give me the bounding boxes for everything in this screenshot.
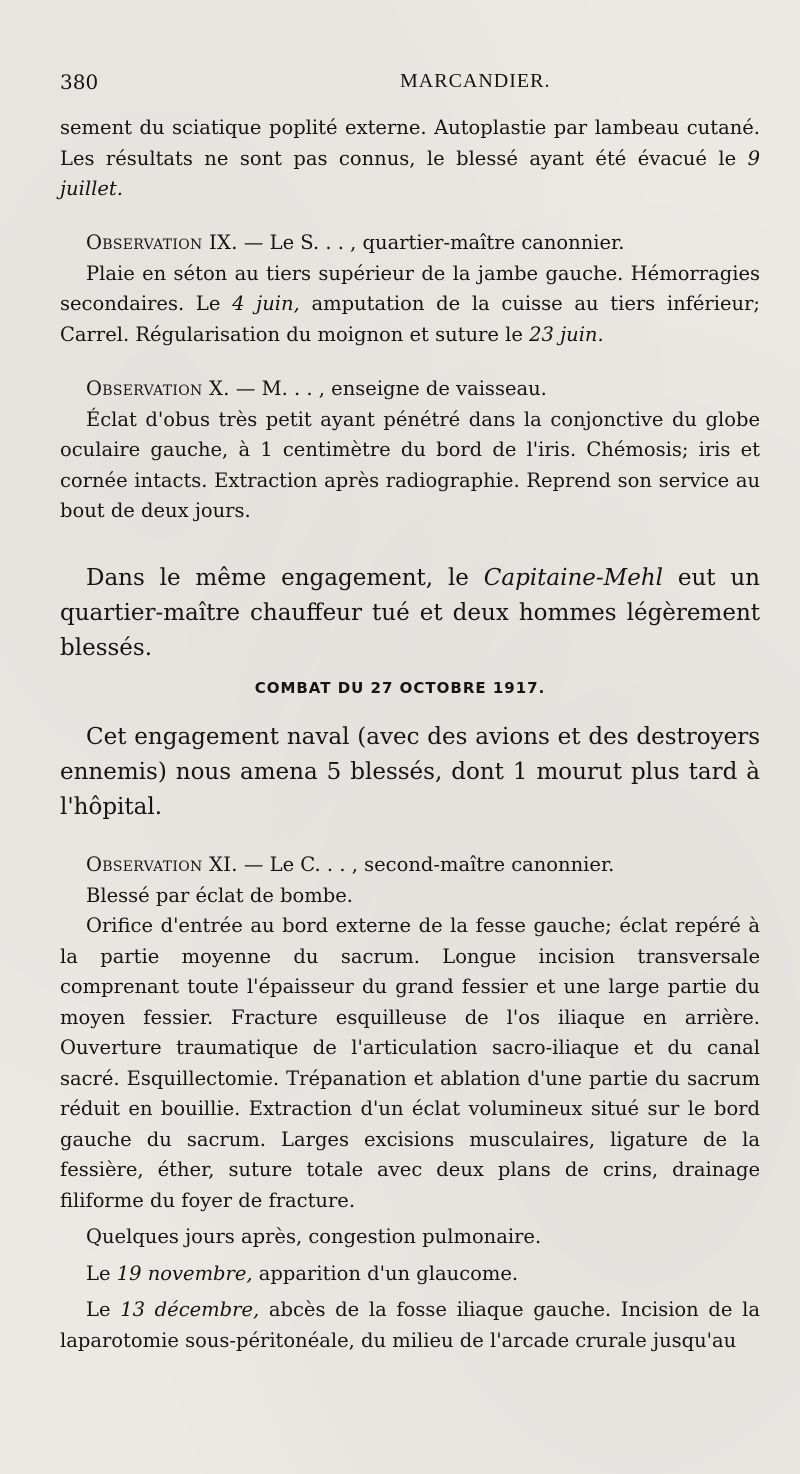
nov-text-a: Le — [86, 1261, 117, 1285]
observation-11-later: Quelques jours après, congestion pulmonaire. — [86, 1225, 542, 1248]
observation-9-subject: — Le S. . . , quartier-maître canonnier. — [237, 231, 625, 254]
observation-9-text-a: Plaie en séton au tiers supérieur de la jambe gauche. Hémorragies secondaires. Le — [60, 261, 760, 315]
dec-text-a: Le — [86, 1298, 121, 1321]
page-number: 380 — [60, 70, 99, 94]
dec-date: 13 décembre, — [120, 1298, 260, 1321]
dec-text-b: abcès de la fosse iliaque gauche. Incision de la laparotomie sous-péritonéale, du milieu de l'arcade crurale jusqu'au — [60, 1298, 760, 1352]
observation-11-cause: Blessé par éclat de bombe. — [86, 883, 354, 907]
evacuation-date: 9 juillet. — [60, 146, 760, 200]
observation-9-date-b: 23 juin. — [529, 322, 604, 346]
observation-10-text: Éclat d'obus très petit ayant pénétré dans la conjonctive du globe oculaire gauche, à 1 centimètre du bord de l'iris. Chémosis; iris et cornée intacts. Extraction après radiographie. Reprend son service au bout de deux jours. — [60, 407, 760, 522]
page-header — [60, 70, 750, 100]
observation-11-text: Orifice d'entrée au bord externe de la fesse gauche; éclat repéré à la partie moyenne du sacrum. Longue incision transversale comprenant toute l'épaisseur du grand fessier et une large partie du moyen fessier. Fracture esquilleuse de l'os iliaque en arrière. Ouverture traumatique de l'articulation sacro-iliaque et du canal sacré. Esquillectomie. Trépanation et ablation d'une partie du sacrum réduit en bouillie. Extraction d'un éclat volumineux situé sur le bord gauche du sacrum. Larges excisions musculaires, ligature de la fessière, éther, suture totale avec deux plans de crins, drainage filiforme du foyer de fracture. — [60, 914, 760, 1212]
mehl-text-b: eut un quartier-maître chauffeur tué et deux hommes légèrement blessés. — [60, 565, 760, 661]
observation-10-subject: — M. . . , enseigne de vaisseau. — [229, 377, 547, 400]
observation-10 — [60, 374, 760, 527]
observation-9-text-b: amputation de la cuisse au tiers inférieur; Carrel. Régularisation du moignon et suture le — [60, 292, 760, 346]
running-title: MARCANDIER. — [400, 70, 551, 92]
continuation-text: sement du sciatique poplité externe. Autoplastie par lambeau cutané. Les résultats ne sont pas connus, le blessé ayant été évacué le — [60, 116, 760, 170]
observation-11-label: Observation XI. — [86, 853, 238, 876]
ship-name: Capitaine-Mehl — [483, 565, 663, 591]
combat-paragraph — [60, 720, 760, 825]
combat-text: Cet engagement naval (avec des avions et des destroyers ennemis) nous amena 5 blessés, dont 1 mourut plus tard à l'hôpital. — [60, 724, 760, 820]
nov-date: 19 novembre, — [116, 1261, 253, 1285]
observation-11 — [60, 850, 760, 1356]
nov-text-b: apparition d'un glaucome. — [252, 1261, 519, 1285]
observation-9-date-a: 4 juin, — [232, 292, 300, 315]
section-title: COMBAT DU 27 OCTOBRE 1917. — [254, 679, 546, 697]
observation-11-subject: — Le C. . . , second-maître canonnier. — [237, 853, 615, 876]
observation-10-label: Observation X. — [86, 377, 230, 400]
continuation-paragraph — [60, 113, 760, 205]
observation-9-label: Observation IX. — [86, 231, 238, 254]
observation-9 — [60, 228, 760, 350]
mehl-text-a: Dans le même engagement, le — [86, 565, 484, 591]
capitaine-mehl-paragraph — [60, 561, 760, 666]
